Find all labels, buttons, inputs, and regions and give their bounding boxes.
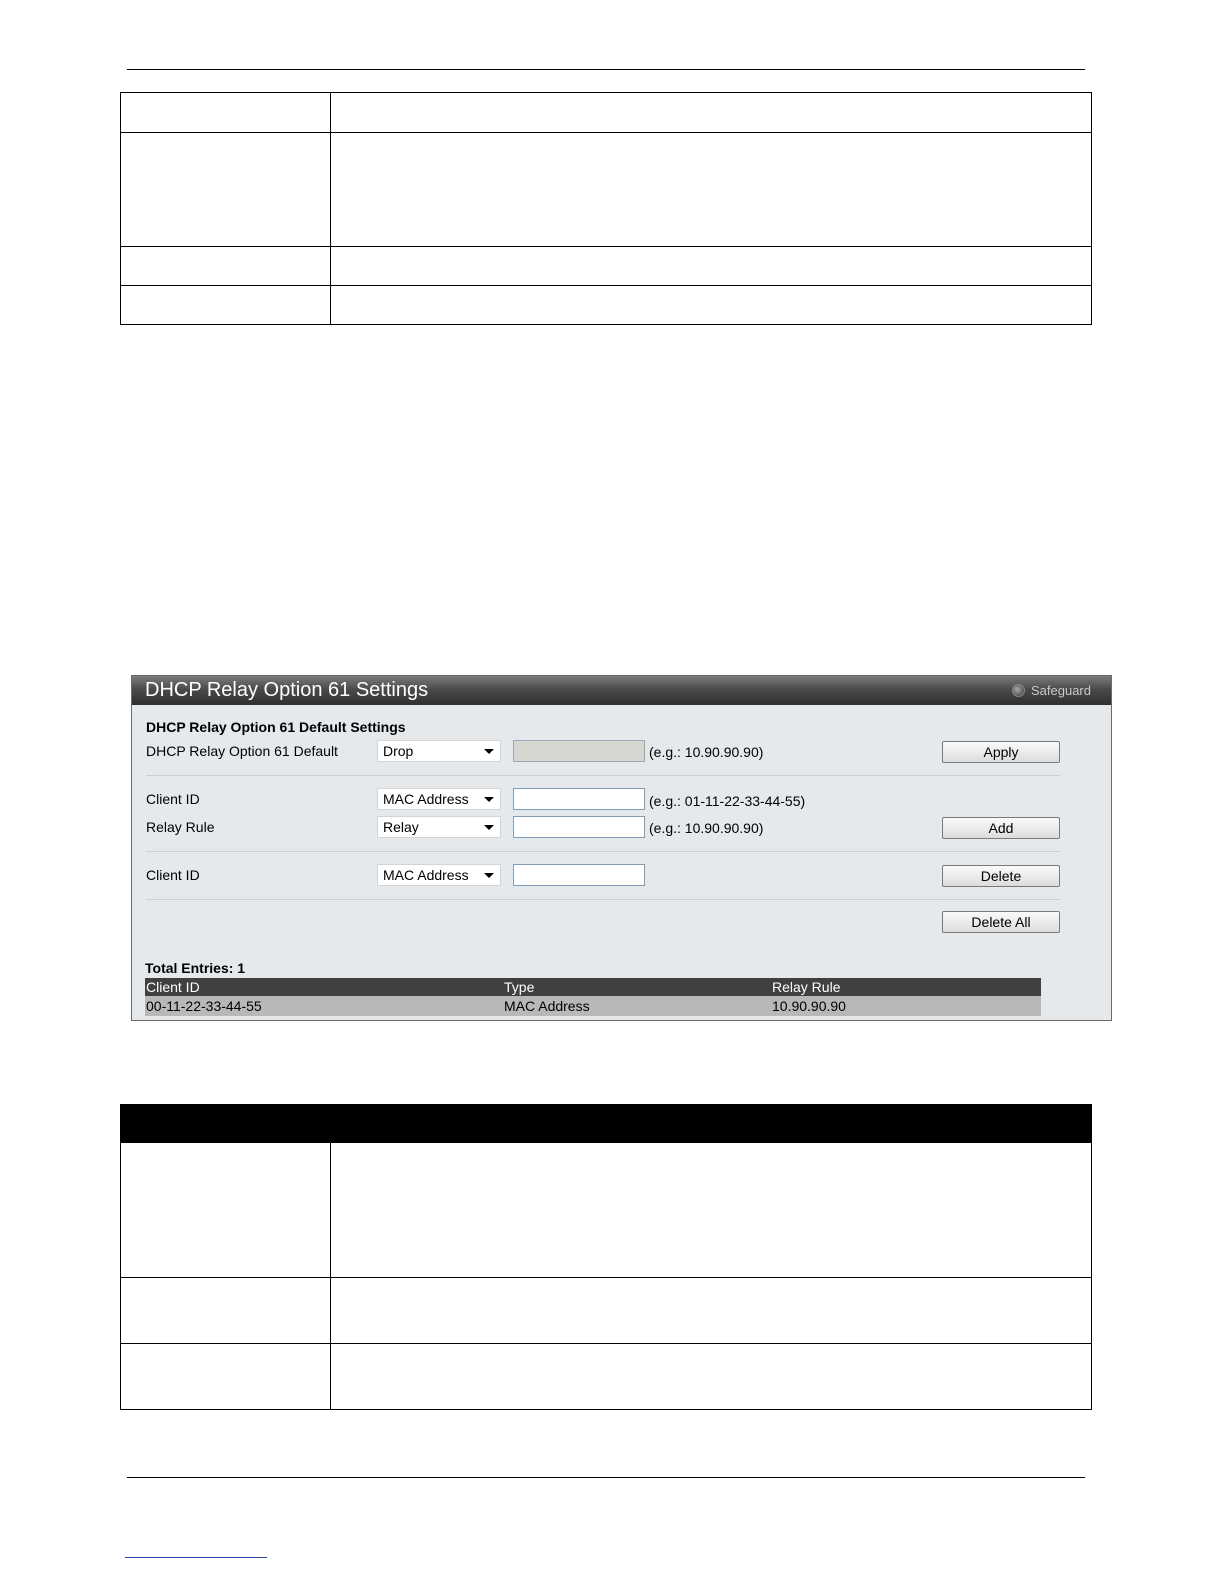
cell-type: MAC Address	[504, 998, 590, 1014]
column-header-client-id: Client ID	[146, 979, 200, 995]
relay-rule-input[interactable]	[513, 816, 645, 838]
footer-rule	[127, 1477, 1085, 1478]
default-ip-input[interactable]	[513, 740, 645, 762]
header-rule	[127, 69, 1085, 70]
table-cell	[331, 133, 1092, 247]
add-client-hint: (e.g.: 01-11-22-33-44-55)	[649, 793, 806, 809]
default-select[interactable]	[377, 740, 501, 762]
table-cell	[331, 93, 1092, 133]
cell-client-id: 00-11-22-33-44-55	[146, 998, 262, 1014]
relay-rule-select[interactable]	[377, 816, 501, 838]
divider	[146, 851, 1060, 852]
section-title: DHCP Relay Option 61 Default Settings	[146, 719, 406, 735]
table-cell	[121, 1143, 331, 1278]
default-label: DHCP Relay Option 61 Default	[146, 743, 338, 759]
table-cell	[331, 1278, 1092, 1344]
table-cell	[121, 1278, 331, 1344]
chevron-down-icon	[484, 873, 494, 878]
add-client-id-input[interactable]	[513, 788, 645, 810]
delete-client-id-input[interactable]	[513, 864, 645, 886]
relay-rule-hint: (e.g.: 10.90.90.90)	[649, 820, 764, 836]
delete-client-type-value: MAC Address	[383, 867, 469, 883]
default-select-value: Drop	[383, 743, 414, 759]
table-cell	[331, 1143, 1092, 1278]
relay-rule-value: Relay	[383, 819, 419, 835]
dhcp-relay-option61-panel	[131, 675, 1112, 1021]
table-cell	[121, 1344, 331, 1410]
add-client-type-select[interactable]	[377, 788, 501, 810]
divider	[146, 899, 1060, 900]
table-cell	[121, 247, 331, 286]
top-parameter-table	[120, 92, 1092, 325]
chevron-down-icon	[484, 797, 494, 802]
chevron-down-icon	[484, 749, 494, 754]
table-header-cell	[121, 1105, 331, 1143]
table-cell	[331, 286, 1092, 325]
footer-link-underline[interactable]	[125, 1557, 267, 1558]
bottom-parameter-table	[120, 1104, 1092, 1410]
apply-button[interactable]: Apply	[942, 741, 1060, 763]
relay-rule-label: Relay Rule	[146, 819, 215, 835]
delete-client-id-label: Client ID	[146, 867, 200, 883]
column-header-type: Type	[504, 979, 535, 995]
divider	[146, 775, 1060, 776]
cell-relay-rule: 10.90.90.90	[772, 998, 846, 1014]
safeguard-icon	[1012, 684, 1025, 697]
add-button[interactable]: Add	[942, 817, 1060, 839]
delete-button[interactable]: Delete	[942, 865, 1060, 887]
column-header-relay-rule: Relay Rule	[772, 979, 841, 995]
entries-table-header	[145, 978, 1041, 996]
panel-title-bar	[132, 676, 1111, 705]
table-cell	[121, 93, 331, 133]
add-client-type-value: MAC Address	[383, 791, 469, 807]
delete-all-button[interactable]: Delete All	[942, 911, 1060, 933]
table-cell	[121, 286, 331, 325]
panel-title: DHCP Relay Option 61 Settings	[145, 679, 429, 701]
safeguard-label: Safeguard	[1031, 683, 1091, 698]
delete-client-type-select[interactable]	[377, 864, 501, 886]
default-hint: (e.g.: 10.90.90.90)	[649, 744, 764, 760]
table-cell	[121, 133, 331, 247]
chevron-down-icon	[484, 825, 494, 830]
add-client-id-label: Client ID	[146, 791, 200, 807]
table-header-cell	[331, 1105, 1092, 1143]
table-cell	[331, 247, 1092, 286]
total-entries: Total Entries: 1	[145, 960, 246, 976]
table-row	[145, 996, 1041, 1016]
safeguard-indicator[interactable]	[1012, 683, 1091, 698]
table-cell	[331, 1344, 1092, 1410]
